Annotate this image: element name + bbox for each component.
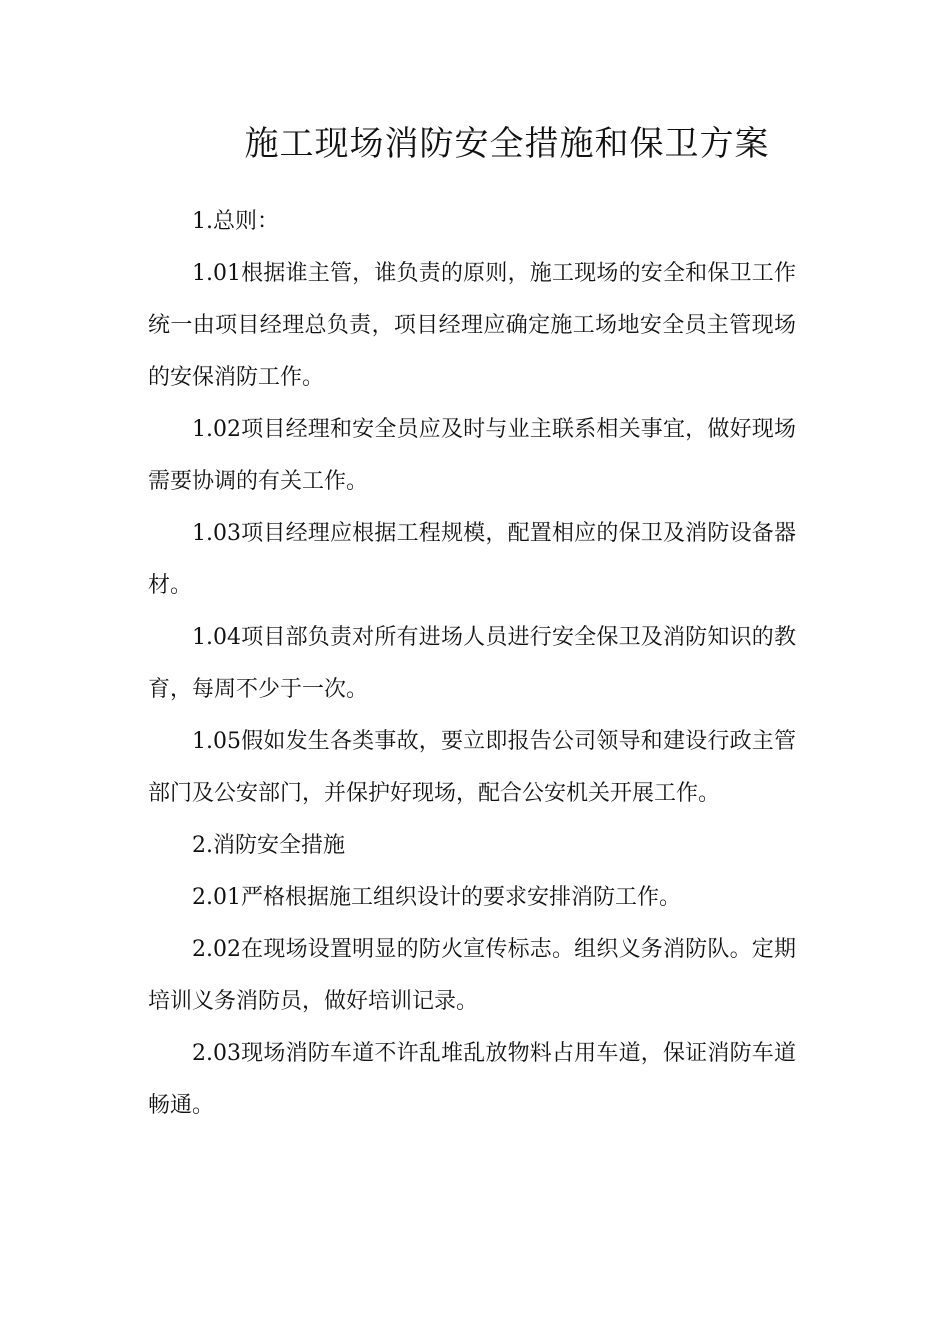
paragraph-1-04: 1.04项目部负责对所有进场人员进行安全保卫及消防知识的教育，每周不少于一次。	[148, 625, 796, 702]
section-heading-general: 1.总则：	[192, 209, 279, 234]
paragraph-1-01: 1.01根据谁主管，谁负责的原则，施工现场的安全和保卫工作统一由项目经理总负责，项目经理应确定施工场地安全员主管现场的安保消防工作。	[148, 261, 796, 390]
paragraph-1-02: 1.02项目经理和安全员应及时与业主联系相关事宜，做好现场需要协调的有关工作。	[148, 417, 796, 494]
paragraph-2-03: 2.03现场消防车道不许乱堆乱放物料占用车道，保证消防车道畅通。	[148, 1041, 796, 1118]
document-title: 施工现场消防安全措施和保卫方案	[244, 124, 770, 164]
section-heading-fire-safety: 2.消防安全措施	[192, 833, 345, 858]
paragraph-2-01: 2.01严格根据施工组织设计的要求安排消防工作。	[192, 885, 681, 910]
paragraph-2-02: 2.02在现场设置明显的防火宣传标志。组织义务消防队。定期培训义务消防员，做好培训记录。	[148, 937, 796, 1014]
paragraph-1-03: 1.03项目经理应根据工程规模，配置相应的保卫及消防设备器材。	[148, 521, 796, 598]
document-body	[148, 196, 796, 1132]
paragraph-1-05: 1.05假如发生各类事故，要立即报告公司领导和建设行政主管部门及公安部门，并保护好现场，配合公安机关开展工作。	[148, 729, 796, 806]
